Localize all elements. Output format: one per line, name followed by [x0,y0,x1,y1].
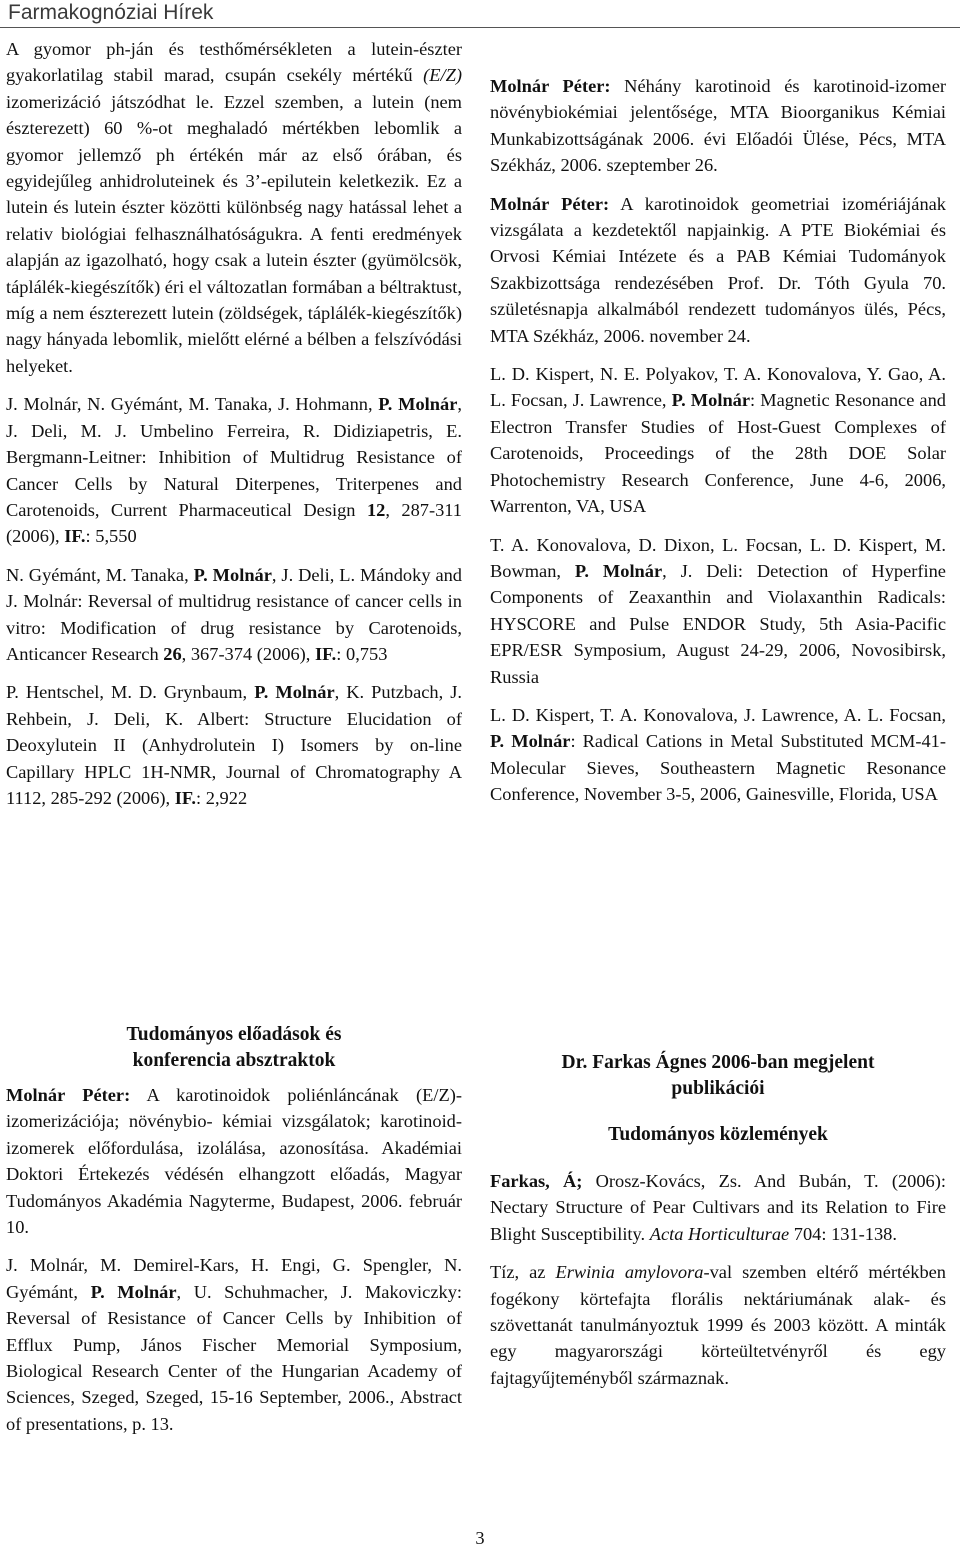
talk-1: Molnár Péter: A karotinoidok poliénláncának (E/Z)-izomerizációja; növénybio- kémiai vizsgálatok; karotinoid-izomerek előfordulása, izolálása, azonosítása. Akadémiai Doktori Értekezés védésén elhangzott előadás, Magyar Tudományos Akadémia Nagyterme, Budapest, 2006. február 10. [6,1085,463,1238]
talk-5: L. D. Kispert, N. E. Polyakov, T. A. Konovalova, Y. Gao, A. L. Focsan, J. Lawrence, P. Molnár: Magnetic Resonance and Electron Transfer Studies of Host-Guest Complexes of Carotenoids, Proceedings of the 28th DOE Solar Photochemistry Research Conference, June 4-6, 2006, Warrenton, VA, USA [490,364,946,517]
journal-title: Farmakognóziai Hírek [8,1,214,24]
page-number: 3 [475,1528,485,1548]
talk-7: L. D. Kispert, T. A. Konovalova, J. Lawrence, A. L. Focsan, P. Molnár: Radical Cations in Metal Substituted MCM-41-Molecular Sieves, Southeastern Magnetic Resonance Conference, November 3-5, 2006, Gainesville, Florida, USA [490,704,946,805]
right-column-top [490,73,946,820]
section-title-publications: Dr. Farkas Ágnes 2006-ban megjelent publikációi [561,1052,875,1099]
reference-2: N. Gyémánt, M. Tanaka, P. Molnár, J. Deli, L. Mándoky and J. Molnár: Reversal of multidrug resistance of cancer cells in vitro: Modification of drug resistance by Carotenoids, Anticancer Research 26, 367-374 (2006), IF.: 0,753 [6,564,462,664]
section-title-talks: Tudományos előadások és konferencia absztraktok [126,1024,342,1071]
reference-1: J. Molnár, N. Gyémánt, M. Tanaka, J. Hohmann, P. Molnár, J. Deli, M. J. Umbelino Ferreira, R. Didiziapetris, E. Bergmann-Leitner: Inhibition of Multidrug Resistance of Cancer Cells by Natural Diterpenes, Triterpenes and Carotenoids, Current Pharmaceutical Design 12, 287-311 (2006), IF.: 5,550 [6,394,462,547]
subsection-title: Tudományos közlemények [608,1124,828,1145]
left-column-bottom [6,1022,462,1437]
publication-1-abstract: Tíz, az Erwinia amylovora-val szemben eltérő mértékben fogékony körtefajta florális nektáriumának alak- és szövettanát tanulmányoztuk 1999 és 2003 között. A minták egy magyarországi körteültetvényről és egy fajtagyűjteményből származnak. [490,1262,947,1388]
talk-3: Molnár Péter: Néhány karotinoid és karotinoid-izomer növénybiokémiai jelentősége, MTA Bioorganikus Kémiai Munkabizottságának 2006. évi Előadói Ülése, Pécs, MTA Székház, 2006. szeptember 26. [490,76,946,176]
intro-paragraph: A gyomor ph-ján és testhőmérsékleten a lutein-észter gyakorlatilag stabil marad, csupán csekély mértékű (E/Z) izomerizáció játszódhat le. Ezzel szemben, a lutein (nem észterezett) 60 %-ot meghaladó mértékben lebomlik a gyomor jellemző ph értékén már az első órában, és egyidejűleg anhidroluteinek és 3’-epilutein keletkezik. Ez a lutein és lutein észter közötti különbség nagy hatással lehet a relativ biológiai felhasználhatóságukra. A fenti eredmények alapján az igazolható, hogy csak a lutein észter (gyümölcsök, táplálék-kiegészítők) éri el változatlan formában a béltraktust, míg a nem észterezett lutein (zöldségek, táplálék-kiegészítők) nagy hányada lebomlik, mielőtt elérné a bélben a felszívódási helyeket. [6,39,462,376]
reference-3: P. Hentschel, M. D. Grynbaum, P. Molnár, K. Putzbach, J. Rehbein, J. Deli, K. Albert: Structure Elucidation of Deoxylutein II (Anhydrolutein I) Isomers by on-line Capillary HPLC 1H-NMR, Journal of Chromatography A 1112, 285-292 (2006), IF.: 2,922 [6,682,462,808]
left-column-top [6,36,462,823]
talk-4: Molnár Péter: A karotinoidok geometriai izomériájának vizsgálata a kezdetektől napjainkig. A PTE Biokémiai és Orvosi Kémiai Intézete és a PAB Kémiai Tudományok Szakbizottsága rendezésében Prof. Dr. Tóth Gyula 70. születésnapja alkalmából rendezett tudományos ülés, Pécs, MTA Székház, 2006. november 24. [490,193,947,346]
page-header [0,0,960,28]
right-column-bottom [490,1050,946,1391]
talk-2: J. Molnár, M. Demirel-Kars, H. Engi, G. Spengler, N. Gyémánt, P. Molnár, U. Schuhmacher, J. Makoviczky: Reversal of Resistance of Cancer Cells by Inhibition of Efflux Pump, János Fischer Memorial Symposium, Biological Research Center of the Hungarian Academy of Sciences, Szeged, Szeged, 15-16 September, 2006., Abstract of presentations, p. 13. [6,1255,462,1434]
talk-6: T. A. Konovalova, D. Dixon, L. Focsan, L. D. Kispert, M. Bowman, P. Molnár, J. Deli: Detection of Hyperfine Components of Zeaxanthin and Violaxanthin Radicals: HYSCORE and Pulse ENDOR Study, 5th Asia-Pacific EPR/ESR Symposium, August 24-29, 2006, Novosibirsk, Russia [490,534,946,687]
publication-1: Farkas, Á; Orosz-Kovács, Zs. And Bubán, T. (2006): Nectary Structure of Pear Cultivars and its Relation to Fire Blight Susceptibility. Acta Horticulturae 704: 131-138. [490,1171,946,1244]
